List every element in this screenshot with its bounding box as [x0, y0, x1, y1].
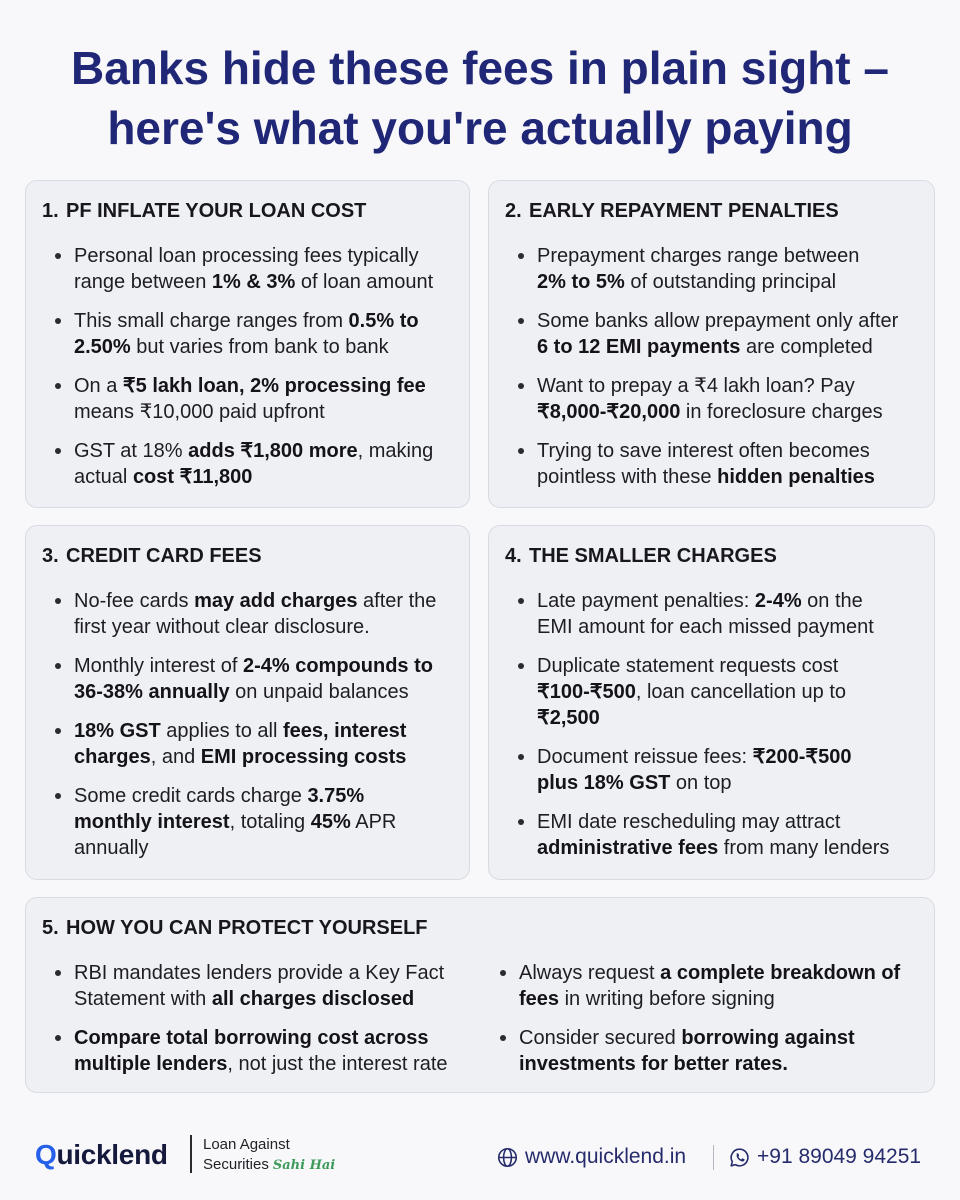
bullet-line — [537, 373, 918, 399]
bullet-dot-icon — [518, 598, 524, 604]
bullet-item — [42, 960, 487, 1012]
bullet-line — [74, 464, 453, 490]
bullet-line — [519, 960, 918, 986]
bullet-dot-icon — [518, 819, 524, 825]
bullet-bold-text: Compare total borrowing cost across — [74, 1027, 429, 1049]
bullet-line — [537, 438, 918, 464]
bullet-text: first year without clear disclosure. — [74, 616, 370, 638]
bullet-text: , loan cancellation up to — [635, 681, 847, 703]
bullet-bold-text: charges — [74, 746, 151, 768]
bullet-line — [537, 399, 918, 425]
bullet-text: Document reissue fees: — [537, 746, 753, 768]
bullet-bold-text: 2.50% — [74, 336, 131, 358]
section-card-processing-fees — [25, 180, 470, 508]
tagline-line-1: Loan Against — [203, 1136, 290, 1153]
bullet-bold-text: 1% & 3% — [211, 271, 296, 293]
bullet-line — [74, 783, 453, 809]
bullet-line — [74, 718, 453, 744]
bullet-line — [519, 1025, 918, 1051]
bullet-bold-text: 0.5% to — [348, 310, 419, 332]
bullet-line — [537, 809, 918, 835]
bullet-line — [537, 588, 918, 614]
page-title-line-1: Banks hide these fees in plain sight – — [70, 42, 889, 94]
tagline-line-2 — [203, 1156, 335, 1175]
bullet-dot-icon — [518, 253, 524, 259]
bullet-item — [505, 308, 918, 360]
bullet-text: , and — [150, 746, 201, 768]
bullet-item — [505, 373, 918, 425]
bullet-dot-icon — [55, 663, 61, 669]
bullet-dot-icon — [55, 793, 61, 799]
bullet-bold-text: 2-4% — [754, 590, 802, 612]
bullet-dot-icon — [518, 754, 524, 760]
bullet-item — [505, 809, 918, 861]
contact-divider — [713, 1145, 714, 1170]
logo-divider — [190, 1135, 192, 1173]
bullet-item — [505, 243, 918, 295]
bullet-line — [74, 809, 453, 835]
bullet-dot-icon — [500, 1035, 506, 1041]
section-title: EARLY REPAYMENT PENALTIES — [529, 200, 839, 222]
bullet-item — [42, 373, 453, 425]
bullet-bold-text: all charges disclosed — [211, 988, 415, 1010]
bullet-bold-text: adds ₹1,800 more — [188, 440, 358, 462]
bullet-item — [487, 960, 918, 1012]
bullet-text: from many lenders — [718, 837, 890, 859]
bullet-text: annually — [74, 837, 149, 859]
section-number: 2. — [505, 200, 522, 222]
globe-icon — [497, 1147, 518, 1168]
bullet-line — [537, 269, 918, 295]
bullet-item — [505, 588, 918, 640]
bullet-text: , making — [357, 440, 434, 462]
website-link[interactable]: www.quicklend.in — [525, 1145, 687, 1168]
bullet-item — [42, 308, 453, 360]
bullet-line — [74, 1025, 487, 1051]
bullet-line — [537, 835, 918, 861]
bullet-line — [74, 614, 453, 640]
bullet-line — [74, 679, 453, 705]
bullet-list — [505, 243, 918, 490]
bullet-text: Prepayment charges range between — [537, 245, 860, 267]
bullet-bold-text: 45% — [310, 811, 351, 833]
bullet-text: Some banks allow prepayment only after — [537, 310, 899, 332]
bullet-text: Late payment penalties: — [537, 590, 755, 612]
bullet-text: Want to prepay a ₹4 lakh loan? Pay — [537, 375, 855, 397]
bullet-text: but varies from bank to bank — [130, 336, 389, 358]
bullet-line — [74, 438, 453, 464]
bullet-bold-text: administrative fees — [537, 837, 719, 859]
bullet-list — [42, 588, 453, 861]
bullet-line — [537, 744, 918, 770]
bullet-line — [74, 399, 453, 425]
bullet-text: Always request — [519, 962, 661, 984]
bullet-item — [487, 1025, 918, 1077]
bullet-text: on the — [801, 590, 863, 612]
bullet-item — [42, 1025, 487, 1077]
bullet-item — [42, 243, 453, 295]
bullet-dot-icon — [55, 598, 61, 604]
bullet-list — [505, 588, 918, 861]
bullet-line — [74, 269, 453, 295]
bullet-dot-icon — [55, 448, 61, 454]
bullet-bold-text: 36-38% annually — [74, 681, 230, 703]
section-number: 4. — [505, 545, 522, 567]
bullet-text: of outstanding principal — [624, 271, 837, 293]
bullet-text: Some credit cards charge — [74, 785, 308, 807]
bullet-bold-text: plus 18% GST — [537, 772, 671, 794]
bullet-text: Monthly interest of — [74, 655, 243, 677]
bullet-bold-text: 2-4% compounds to — [242, 655, 433, 677]
bullet-bold-text: may add charges — [194, 590, 358, 612]
bullet-list — [42, 960, 918, 1077]
bullet-item — [505, 653, 918, 731]
bullet-bold-text: ₹100-₹500 — [537, 681, 636, 703]
bullet-line — [74, 744, 453, 770]
bullet-text: actual — [74, 466, 133, 488]
bullet-line — [537, 243, 918, 269]
bullet-text: , totaling — [229, 811, 311, 833]
bullet-line — [537, 614, 918, 640]
section-card-repayment-penalties — [488, 180, 935, 508]
bullet-bold-text: 2% to 5% — [537, 271, 625, 293]
bullet-line — [74, 373, 453, 399]
whatsapp-icon — [729, 1147, 750, 1168]
bullet-text: Personal loan processing fees typically — [74, 245, 419, 267]
section-heading — [505, 544, 918, 568]
section-heading — [42, 544, 453, 568]
section-heading — [42, 916, 918, 940]
bullet-item — [42, 653, 453, 705]
bullet-line — [537, 308, 918, 334]
bullet-text: in writing before signing — [559, 988, 775, 1010]
bullet-text: of loan amount — [295, 271, 434, 293]
bullet-bold-text: a complete breakdown of — [660, 962, 901, 984]
bullet-item — [505, 438, 918, 490]
bullet-line — [74, 334, 453, 360]
bullet-line — [74, 835, 453, 861]
bullet-item — [42, 438, 453, 490]
section-number: 3. — [42, 545, 59, 567]
bullet-item — [505, 744, 918, 796]
bullet-line — [537, 653, 918, 679]
bullet-text: pointless with these — [537, 466, 718, 488]
bullet-dot-icon — [518, 663, 524, 669]
bullet-line — [74, 243, 453, 269]
section-card-smaller-charges — [488, 525, 935, 880]
bullet-bold-text: ₹5 lakh loan, 2% processing fee — [122, 375, 426, 397]
bullet-dot-icon — [55, 728, 61, 734]
bullet-line — [74, 960, 487, 986]
bullet-dot-icon — [518, 383, 524, 389]
bullet-text: Duplicate statement requests cost — [537, 655, 839, 677]
bullet-text: after the — [357, 590, 437, 612]
bullet-bold-text: EMI processing costs — [200, 746, 407, 768]
bullet-line — [537, 770, 918, 796]
bullet-dot-icon — [55, 253, 61, 259]
page-title — [0, 38, 960, 158]
bullet-bold-text: 18% GST — [74, 720, 161, 742]
bullet-line — [537, 334, 918, 360]
bullet-bold-text: cost ₹11,800 — [132, 466, 253, 488]
bullet-item — [42, 718, 453, 770]
bullet-text: Trying to save interest often becomes — [537, 440, 870, 462]
section-title: CREDIT CARD FEES — [66, 545, 262, 567]
bullet-line — [519, 986, 918, 1012]
bullet-dot-icon — [55, 970, 61, 976]
section-heading — [42, 199, 453, 223]
bullet-text: This small charge ranges from — [74, 310, 349, 332]
bullet-line — [74, 588, 453, 614]
bullet-text: means ₹10,000 paid upfront — [74, 401, 325, 423]
bullet-text: in foreclosure charges — [680, 401, 883, 423]
tagline-highlight: Sahi Hai — [272, 1158, 336, 1173]
bullet-dot-icon — [55, 318, 61, 324]
bullet-bold-text: ₹200-₹500 — [752, 746, 852, 768]
bullet-text: On a — [74, 375, 123, 397]
tagline-text: Securities — [203, 1156, 269, 1173]
bullet-bold-text: investments for better rates. — [519, 1053, 788, 1075]
section-title: THE SMALLER CHARGES — [529, 545, 777, 567]
bullet-line — [74, 308, 453, 334]
bullet-item — [42, 588, 453, 640]
bullet-bold-text: fees, interest — [283, 720, 407, 742]
bullet-text: Consider secured — [519, 1027, 682, 1049]
bullet-list — [42, 243, 453, 490]
bullet-text: on top — [670, 772, 732, 794]
bullet-dot-icon — [55, 1035, 61, 1041]
page-title-line-2: here's what you're actually paying — [107, 102, 853, 154]
bullet-text: APR — [350, 811, 397, 833]
bullet-text: GST at 18% — [74, 440, 189, 462]
bullet-bold-text: borrowing against — [681, 1027, 855, 1049]
bullet-text: on unpaid balances — [229, 681, 409, 703]
bullet-item — [42, 783, 453, 861]
bullet-bold-text: ₹2,500 — [537, 707, 600, 729]
bullet-bold-text: 6 to 12 EMI payments — [537, 336, 741, 358]
bullet-line — [74, 653, 453, 679]
bullet-line — [74, 986, 487, 1012]
section-card-protect-yourself — [25, 897, 935, 1093]
bullet-bold-text: 3.75% — [307, 785, 365, 807]
bullet-dot-icon — [500, 970, 506, 976]
bullet-line — [519, 1051, 918, 1077]
section-title: PF INFLATE YOUR LOAN COST — [66, 200, 367, 222]
section-heading — [505, 199, 918, 223]
bullet-line — [537, 705, 918, 731]
bullet-text: RBI mandates lenders provide a Key Fact — [74, 962, 445, 984]
bullet-text: are completed — [740, 336, 873, 358]
bullet-text: EMI date rescheduling may attract — [537, 811, 841, 833]
bullet-bold-text: ₹8,000-₹20,000 — [537, 401, 681, 423]
bullet-dot-icon — [518, 448, 524, 454]
phone-link[interactable]: +91 89049 94251 — [757, 1145, 922, 1168]
bullet-text: No-fee cards — [74, 590, 195, 612]
section-number: 5. — [42, 917, 59, 939]
bullet-dot-icon — [55, 383, 61, 389]
bullet-text: applies to all — [160, 720, 283, 742]
bullet-text: EMI amount for each missed payment — [537, 616, 874, 638]
bullet-line — [74, 1051, 487, 1077]
quicklend-logo: Quicklend — [35, 1139, 168, 1170]
bullet-dot-icon — [518, 318, 524, 324]
bullet-bold-text: monthly interest — [74, 811, 230, 833]
bullet-bold-text: fees — [519, 988, 560, 1010]
bullet-text: , not just the interest rate — [227, 1053, 448, 1075]
bullet-text: Statement with — [74, 988, 212, 1010]
bullet-bold-text: hidden penalties — [717, 466, 875, 488]
bullet-bold-text: multiple lenders — [74, 1053, 228, 1075]
bullet-line — [537, 679, 918, 705]
section-number: 1. — [42, 200, 59, 222]
bullet-line — [537, 464, 918, 490]
section-title: HOW YOU CAN PROTECT YOURSELF — [66, 917, 428, 939]
section-card-credit-card-fees — [25, 525, 470, 880]
bullet-text: range between — [74, 271, 212, 293]
